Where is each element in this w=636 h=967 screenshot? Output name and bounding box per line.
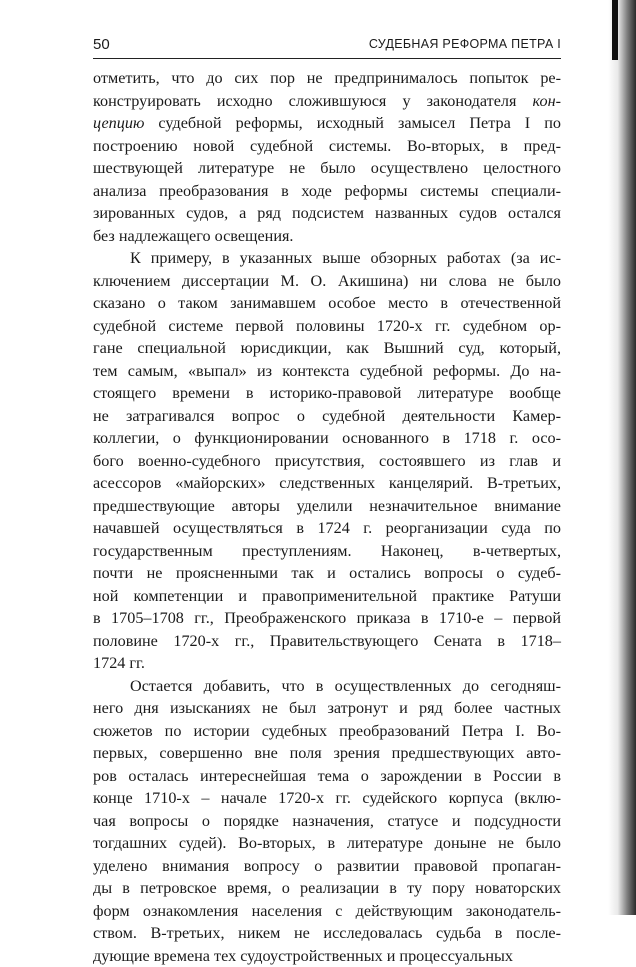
text-line: тем самым, «выпал» из контекста судебной реформы. До на- — [93, 360, 561, 383]
running-header — [93, 36, 561, 59]
text-line: предшествующие авторы уделили незначительное внимание — [93, 495, 561, 518]
text-line: сказано о таком занимавшем особое место в отечественной — [93, 292, 561, 315]
text-line: не затрагивался вопрос о судебной деятельности Камер- — [93, 405, 561, 428]
text-line: зированных судов, а ряд подсистем названных судов остался — [93, 202, 561, 225]
text-line: ключением диссертации М. О. Акишина) ни слова не было — [93, 270, 561, 293]
page-edge-dark-mark — [612, 0, 618, 60]
text-line: ством. В-третьих, никем не исследовалась судьба в после- — [93, 922, 561, 945]
text-line: Остается добавить, что в осуществленных до сегодняш- — [93, 675, 561, 698]
text-line: бого военно-судебного присутствия, состоявшего из глав и — [93, 450, 561, 473]
page-edge-shadow — [608, 0, 636, 915]
text-line: конце 1710-х – начале 1720-х гг. судейского корпуса (вклю- — [93, 787, 561, 810]
text-line: тогдашних судей). Во-вторых, в литературе доныне не было — [93, 832, 561, 855]
text-line: начавшей осуществляться в 1724 г. реорганизации суда по — [93, 517, 561, 540]
running-title: СУДЕБНАЯ РЕФОРМА ПЕТРА I — [369, 37, 561, 51]
text-line: первых, совершенно вне поля зрения предшествующих авто- — [93, 742, 561, 765]
text-line: почти не проясненными так и остались вопросы о судеб- — [93, 562, 561, 585]
text-line: К примеру, в указанных выше обзорных работах (за ис- — [93, 247, 561, 270]
text-line: уделено внимания вопросу о развитии правовой пропаган- — [93, 855, 561, 878]
text-line: без надлежащего освещения. — [93, 225, 561, 248]
text-line: отметить, что до сих пор не предпринималось попыток ре- — [93, 67, 561, 90]
text-line: цепцию судебной реформы, исходный замысел Петра I по — [93, 112, 561, 135]
text-line: шествующей литературе не было осуществлено целостного — [93, 157, 561, 180]
text-line: гане специальной юрисдикции, как Вышний суд, который, — [93, 337, 561, 360]
text-line: стоящего времени в историко-правовой литературе вообще — [93, 382, 561, 405]
text-line: асессоров «майорских» следственных канцелярий. В-третьих, — [93, 472, 561, 495]
text-line: ров осталась интереснейшая тема о зарождении в России в — [93, 765, 561, 788]
text-line: него дня изысканиях не был затронут и ряд более частных — [93, 697, 561, 720]
text-line: чая вопросы о порядке назначения, статусе и подсудности — [93, 810, 561, 833]
text-line: государственным преступлениям. Наконец, в-четвертых, — [93, 540, 561, 563]
text-line: дующие времена тех судоустройственных и процессуальных — [93, 945, 561, 967]
text-line: форм ознакомления населения с действующим законодатель- — [93, 900, 561, 923]
text-line: анализа преобразования в ходе реформы системы специали- — [93, 180, 561, 203]
text-line: судебной системе первой половины 1720-х гг. судебном ор- — [93, 315, 561, 338]
text-line: 1724 гг. — [93, 652, 561, 675]
body-text — [93, 67, 561, 967]
page-number: 50 — [93, 36, 110, 53]
text-line: ды в петровское время, о реализации в ту пору новаторских — [93, 877, 561, 900]
text-line: конструировать исходно сложившуюся у законодателя кон- — [93, 90, 561, 113]
text-line: ной компетенции и правоприменительной практике Ратуши — [93, 585, 561, 608]
text-line: сюжетов по истории судебных преобразований Петра I. Во- — [93, 720, 561, 743]
text-line: в 1705–1708 гг., Преображенского приказа в 1710-е – первой — [93, 607, 561, 630]
text-line: коллегии, о функционировании основанного в 1718 г. осо- — [93, 427, 561, 450]
text-line: построению новой судебной системы. Во-вторых, в пред- — [93, 135, 561, 158]
text-line: половине 1720-х гг., Правительствующего Сената в 1718– — [93, 630, 561, 653]
